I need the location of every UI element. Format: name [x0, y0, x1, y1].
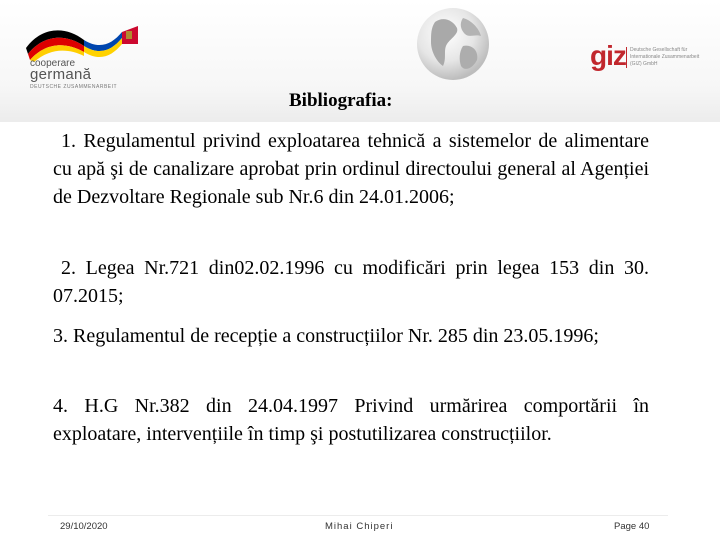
- footer-page-number: Page 40: [614, 521, 650, 532]
- page-title: Bibliografia:: [289, 90, 393, 111]
- globe-icon: [413, 4, 493, 84]
- bibliography-item-3: 3. Regulamentul de recepție a construcțiilor Nr. 285 din 23.05.1996;: [53, 325, 599, 347]
- logo-text-line2: germană: [30, 66, 92, 83]
- giz-mark: giz: [590, 40, 626, 71]
- giz-logo: [590, 40, 710, 80]
- giz-text: Deutsche Gesellschaft für Internationale Zusammenarbeit (GIZ) GmbH: [626, 47, 710, 68]
- logo-text-line3: DEUTSCHE ZUSAMMENARBEIT: [30, 84, 118, 90]
- flags-ribbon-icon: [22, 22, 142, 62]
- footer-divider: [48, 515, 668, 516]
- logo-text-line1: cooperare: [30, 58, 76, 69]
- footer-date: 29/10/2020: [60, 521, 108, 532]
- cooperare-germana-logo: [22, 22, 142, 94]
- bibliography-item-4: 4. H.G Nr.382 din 24.04.1997 Privind urmărirea comportării în exploatare, intervențiile în timp şi postutilizarea construcțiilor.: [53, 395, 649, 445]
- bibliography-item-1: 1. Regulamentul privind exploatarea tehnică a sistemelor de alimentare cu apă şi de canalizare aprobat prin ordinul directoului general al Agenției de Dezvoltare Regionale sub Nr.6 din 24.01.2006;: [53, 130, 649, 208]
- bibliography-item-2: 2. Legea Nr.721 din02.02.1996 cu modificări prin legea 153 din 30. 07.2015;: [53, 257, 649, 307]
- footer-author: Mihai Chiperi: [325, 521, 394, 532]
